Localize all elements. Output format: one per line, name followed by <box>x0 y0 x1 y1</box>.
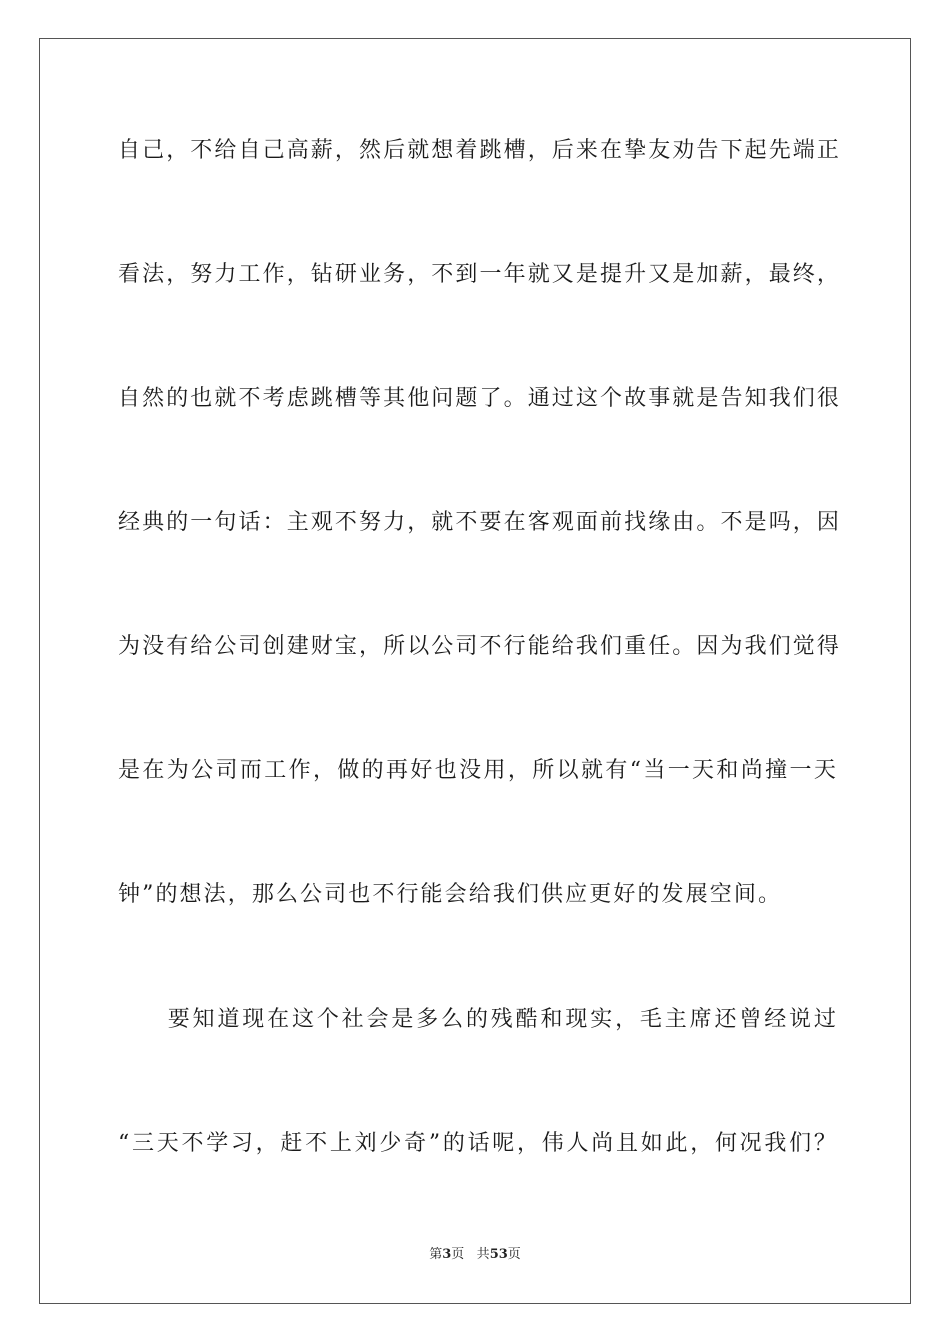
total-suffix: 页 <box>507 1247 521 1262</box>
page-footer <box>0 1247 950 1263</box>
text-line: 要知道现在这个社会是多么的残酷和现实，毛主席还曾经说过 <box>118 1007 838 1032</box>
text-line: 自然的也就不考虑跳槽等其他问题了。通过这个故事就是告知我们很 <box>118 386 842 411</box>
total-pages: 53 <box>489 1247 508 1262</box>
text-line: 经典的一句话：主观不努力，就不要在客观面前找缘由。不是吗，因 <box>118 510 842 535</box>
text-line: “三天不学习，赶不上刘少奇”的话呢，伟人尚且如此，何况我们？ <box>118 1131 838 1156</box>
page-suffix: 页 <box>451 1247 465 1262</box>
text-line: 自己，不给自己高薪，然后就想着跳槽，后来在挚友劝告下起先端正 <box>118 138 842 163</box>
text-line: 看法，努力工作，钻研业务，不到一年就又是提升又是加薪，最终， <box>118 262 842 287</box>
page-prefix: 第 <box>429 1247 443 1262</box>
page-border <box>39 38 911 1304</box>
page-number: 3 <box>442 1247 452 1262</box>
text-line: 为没有给公司创建财宝，所以公司不行能给我们重任。因为我们觉得 <box>118 634 842 659</box>
text-line: 是在为公司而工作，做的再好也没用，所以就有“当一天和尚撞一天 <box>118 758 838 783</box>
text-line: 钟”的想法，那么公司也不行能会给我们供应更好的发展空间。 <box>118 882 783 907</box>
total-prefix: 共 <box>476 1247 490 1262</box>
